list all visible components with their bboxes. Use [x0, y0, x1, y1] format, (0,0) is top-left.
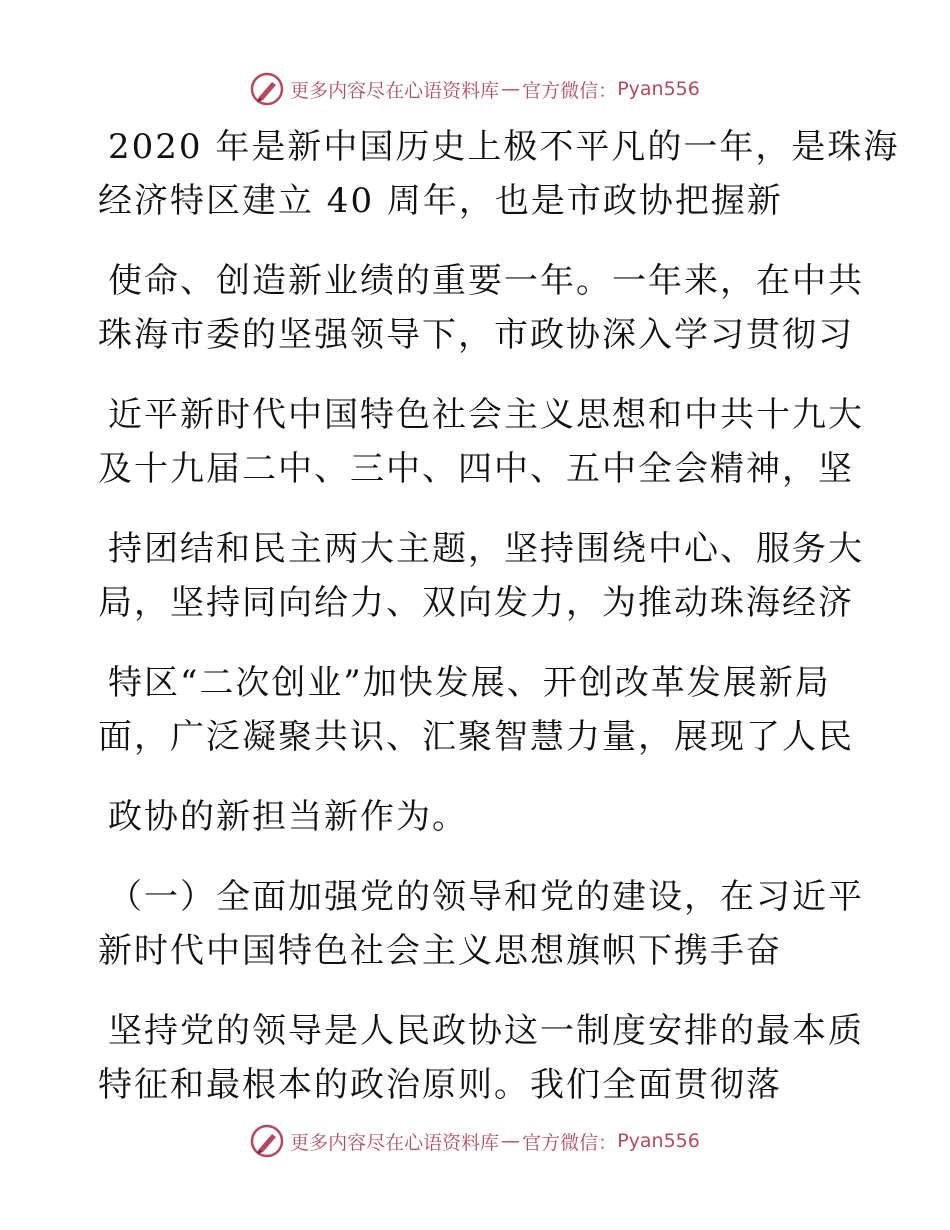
pen-logo-icon [250, 72, 284, 106]
heading-line: （一）全面加强党的领导和党的建设，在习近平 [108, 877, 864, 917]
watermark-wechat-label: 官方微信： [522, 79, 618, 102]
text-line: 持团结和民主两大主题，坚持围绕中心、服务大 [108, 529, 864, 569]
watermark-separator: — [501, 1130, 521, 1152]
text-line: 坚持党的领导是人民政协这一制度安排的最本质 [108, 1011, 864, 1051]
watermark-text: 更多内容尽在心语资料库 [290, 79, 500, 102]
text-line: 政协的新担当新作为。 [108, 797, 468, 837]
text-line: 及十九届二中、三中、四中、五中全会精神，坚 [98, 449, 854, 489]
text-line: 近平新时代中国特色社会主义思想和中共十九大 [108, 395, 864, 435]
text-line: 经济特区建立 40 周年，也是市政协把握新 [98, 181, 783, 221]
text-line: 局，坚持同向给力、双向发力，为推动珠海经济 [98, 583, 854, 623]
watermark-header [0, 72, 950, 106]
text-line: 珠海市委的坚强领导下，市政协深入学习贯彻习 [98, 315, 854, 355]
text-line: 特区“二次创业”加快发展、开创改革发展新局 [108, 663, 831, 703]
watermark-text: 更多内容尽在心语资料库 [290, 1131, 500, 1154]
watermark-wechat-id: Pyan556 [617, 78, 700, 100]
text-line: 特征和最根本的政治原则。我们全面贯彻落 [98, 1065, 782, 1105]
document-body [0, 120, 950, 1112]
section-heading [0, 870, 864, 1004]
pen-logo-icon [250, 1124, 284, 1158]
text-line: 面，广泛凝聚共识、汇聚智慧力量，展现了人民 [98, 717, 854, 757]
watermark-wechat-label: 官方微信： [522, 1131, 618, 1154]
paragraph-section-1 [0, 1004, 864, 1112]
watermark-footer [0, 1124, 950, 1158]
text-line: 2020 年是新中国历史上极不平凡的一年，是珠海 [108, 127, 900, 167]
heading-line: 新时代中国特色社会主义思想旗帜下携手奋 [98, 931, 782, 971]
text-line: 使命、创造新业绩的重要一年。一年来，在中共 [108, 261, 864, 301]
watermark-wechat-id: Pyan556 [617, 1130, 700, 1152]
paragraph-intro [0, 120, 900, 870]
watermark-separator: — [501, 78, 521, 100]
